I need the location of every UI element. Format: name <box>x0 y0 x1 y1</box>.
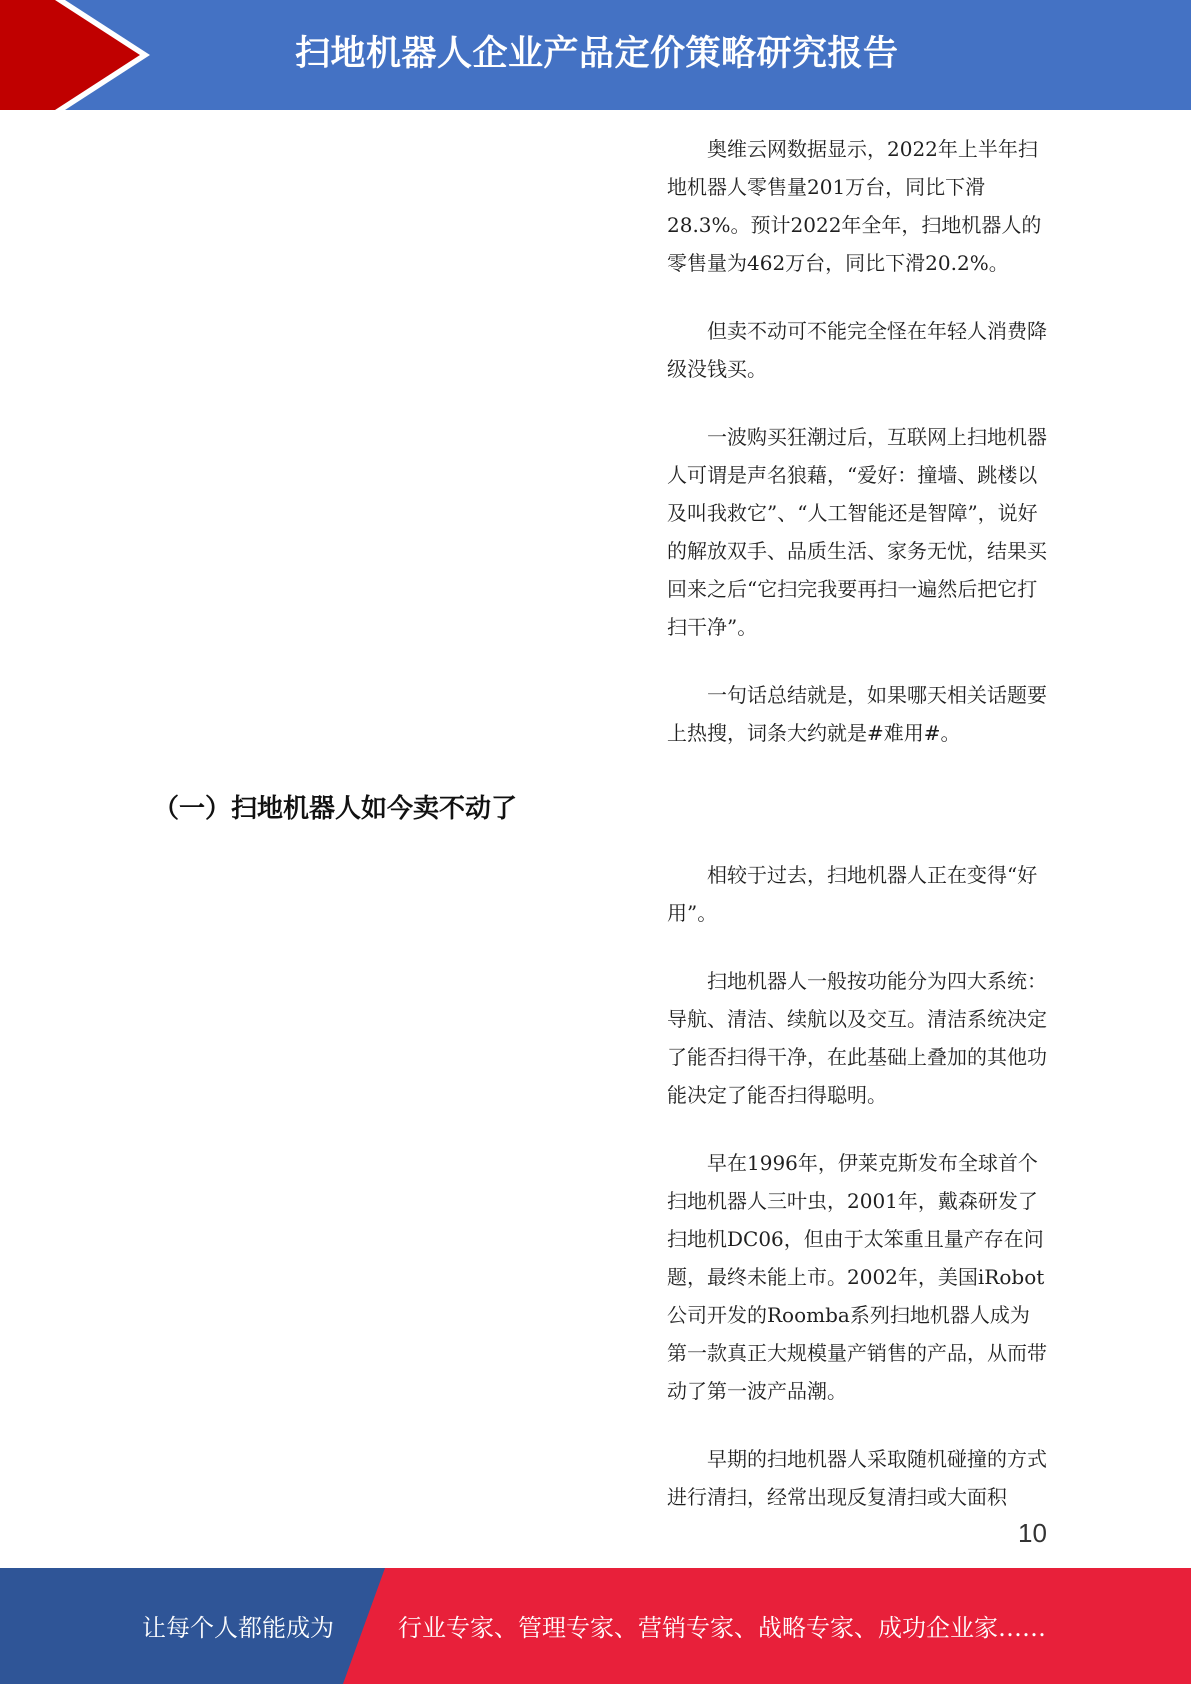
page-number: 10 <box>1018 1518 1047 1548</box>
paragraph: 奥维云网数据显示，2022年上半年扫地机器人零售量201万台，同比下滑28.3%。预计2022年全年，扫地机器人的零售量为462万台，同比下滑20.2%。 <box>667 137 1042 275</box>
paragraph: 一句话总结就是，如果哪天相关话题要上热搜，词条大约就是#难用#。 <box>667 683 1047 745</box>
paragraph: 早在1996年，伊莱克斯发布全球首个扫地机器人三叶虫，2001年，戴森研发了扫地机DC06，但由于太笨重且量产存在问题，最终未能上市。2002年，美国iRobot公司开发的Roomba系列扫地机器人成为第一款真正大规模量产销售的产品，从而带动了第一波产品潮。 <box>667 1151 1047 1403</box>
footer-slogan-left: 让每个人都能成为 <box>142 1614 334 1642</box>
paragraph: 扫地机器人一般按功能分为四大系统：导航、清洁、续航以及交互。清洁系统决定了能否扫得干净，在此基础上叠加的其他功能决定了能否扫得聪明。 <box>667 969 1047 1107</box>
section-heading: （一）扫地机器人如今卖不动了 <box>153 794 518 824</box>
paragraph: 但卖不动可不能完全怪在年轻人消费降级没钱买。 <box>667 319 1047 381</box>
paragraph: 早期的扫地机器人采取随机碰撞的方式进行清扫，经常出现反复清扫或大面积 <box>667 1447 1047 1509</box>
page-header <box>0 0 1191 110</box>
report-title: 扫地机器人企业产品定价策略研究报告 <box>295 34 899 74</box>
footer-slogan-right: 行业专家、管理专家、营销专家、战略专家、成功企业家…… <box>398 1614 1046 1642</box>
red-chevron-icon <box>0 0 160 110</box>
paragraph: 一波购买狂潮过后，互联网上扫地机器人可谓是声名狼藉，“爱好：撞墙、跳楼以及叫我救它”、“人工智能还是智障”，说好的解放双手、品质生活、家务无忧，结果买回来之后“它扫完我要再扫一遍然后把它打扫干净”。 <box>667 425 1047 639</box>
paragraph: 相较于过去，扫地机器人正在变得“好用”。 <box>667 863 1038 925</box>
page-footer <box>0 1568 1191 1684</box>
body-text-column <box>667 130 1049 1546</box>
